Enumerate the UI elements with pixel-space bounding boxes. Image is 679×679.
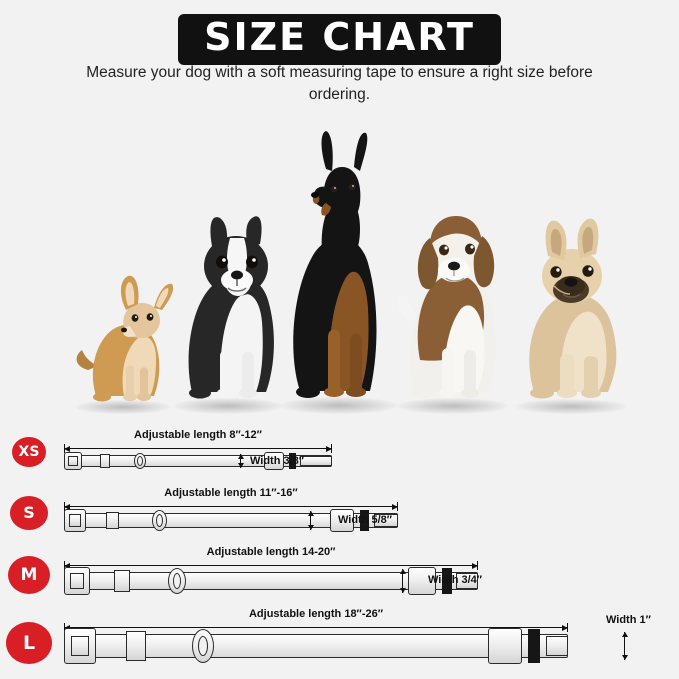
size-badge-xs: XS	[12, 437, 46, 467]
size-row-xs	[0, 420, 679, 476]
dog-french-bulldog	[508, 200, 633, 410]
beagle-illustration	[390, 170, 515, 410]
width-arrow-s	[306, 511, 315, 530]
width-arrow-l	[620, 632, 629, 660]
width-label-s: Width 5/8″	[338, 514, 393, 526]
width-arrow-xs	[236, 454, 245, 468]
width-label-l: Width 1″	[606, 614, 651, 626]
width-label-m: Width 3/4″	[428, 574, 483, 586]
size-badge-l: L	[6, 622, 52, 664]
length-arrow-xs	[64, 444, 332, 453]
page-subtitle: Measure your dog with a soft measuring tape to ensure a right size before ordering.	[86, 64, 593, 104]
dog-beagle	[390, 170, 515, 410]
page-title: SIZE CHART	[178, 14, 501, 65]
size-row-s	[0, 478, 679, 536]
dog-doberman	[274, 125, 404, 410]
size-rows	[0, 420, 679, 679]
size-badge-m: M	[8, 556, 50, 594]
dog-boston-terrier	[168, 180, 288, 410]
length-label-s: Adjustable length 11″-16″	[164, 487, 298, 499]
length-label-l: Adjustable length 18″-26″	[248, 608, 383, 620]
size-row-m	[0, 538, 679, 600]
doberman-illustration	[274, 125, 404, 410]
dog-lineup	[0, 110, 679, 410]
boston-terrier-illustration	[168, 180, 288, 410]
width-arrow-m	[398, 569, 407, 593]
dog-chihuahua	[68, 230, 178, 410]
length-label-m: Adjustable length 14-20″	[206, 546, 336, 558]
title-container	[0, 14, 679, 65]
length-label-xs: Adjustable length 8″-12″	[134, 429, 262, 441]
size-row-l	[0, 602, 679, 672]
size-badge-s: S	[10, 496, 48, 530]
width-label-xs: Width 3/8″	[250, 455, 305, 467]
chihuahua-illustration	[68, 230, 178, 410]
collar-m	[64, 572, 478, 590]
collar-l	[64, 634, 568, 658]
french-bulldog-illustration	[508, 200, 633, 410]
